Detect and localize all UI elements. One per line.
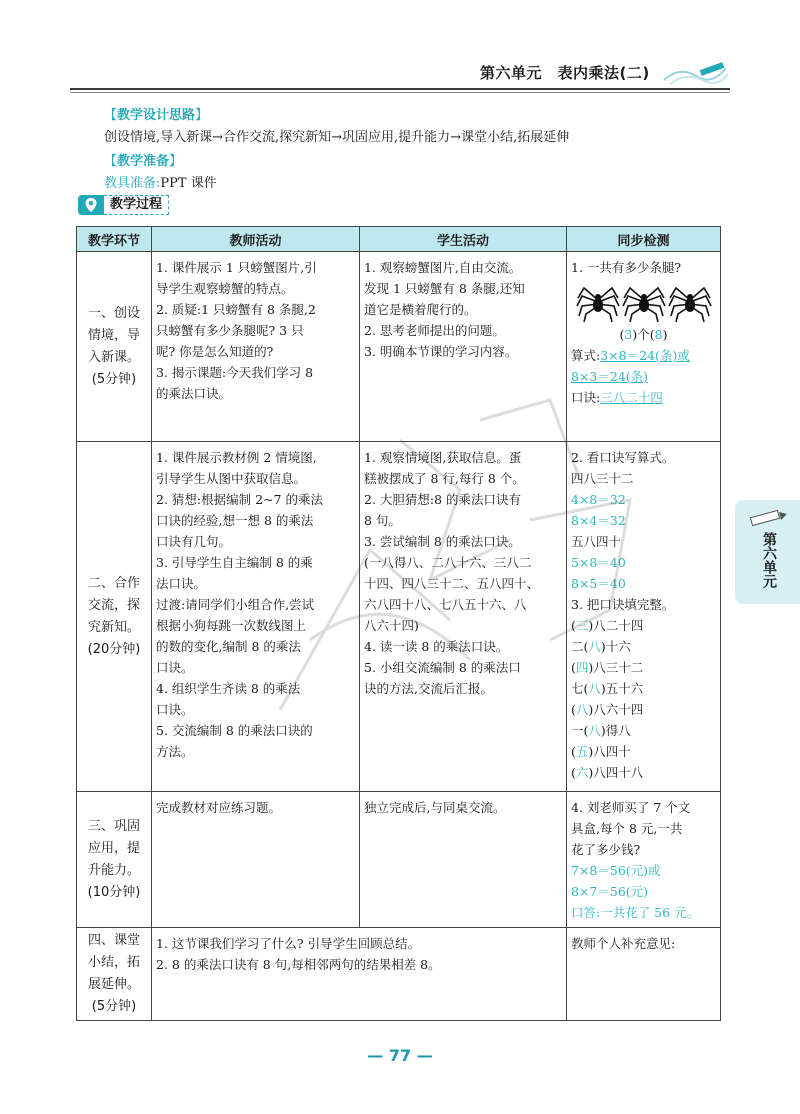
teacher-activity-cell: 1. 课件展示 1 只螃蟹图片,引 导学生观察螃蟹的特点。 2. 质疑:1 只螃蟹有 8 条腿,2 只螃蟹有多少条腿呢? 3 只 呢? 你是怎么知道的? 3. 揭示课题:今天我们学习 8 的乘法口诀。 xyxy=(152,252,360,442)
table-row xyxy=(77,252,721,442)
check-question: 1. 一共有多少条腿? xyxy=(571,260,682,275)
stage-cell: 一、创设 情境，导 入新课。 (5分钟) xyxy=(77,252,152,442)
stage-cell: 四、课堂 小结，拓 展延伸。 (5分钟) xyxy=(77,928,152,1021)
pencil-icon xyxy=(745,506,789,530)
spider-icon xyxy=(622,282,666,322)
teacher-note-cell: 教师个人补充意见: xyxy=(567,928,721,1021)
table-header-cell: 教师活动 xyxy=(152,227,360,252)
teaching-process-table xyxy=(76,226,721,1021)
student-activity-cell: 1. 观察情境图,获取信息。蛋 糕被摆成了 8 行,每行 8 个。 2. 大胆猜想:8 的乘法口诀有 8 句。 3. 尝试编制 8 的乘法口诀。 (一八得八、二八十六、三八二 十四、四八三十二、五八四十、 六八四十八、七八五十六、八 八六十四) 4. 读一读 8 的乘法口诀。 5. 小组交流编制 8 的乘法口 诀的方法,交流后汇报。 xyxy=(360,442,567,792)
chapter-side-tab xyxy=(735,500,800,604)
prep-line xyxy=(104,172,217,191)
sync-check-cell: 1. 一共有多少条腿? (3)个(8) 算式:3×8＝24(条)或 8×3＝24(条) 口诀:三八二十四 xyxy=(567,252,721,442)
check-count-answer: (3)个(8) xyxy=(619,327,668,342)
spider-images xyxy=(571,282,716,322)
table-header-cell: 同步检测 xyxy=(567,227,721,252)
teacher-activity-cell: 1. 课件展示教材例 2 情境图, 引导学生从图中获取信息。 2. 猜想:根据编制 2~7 的乘法 口诀的经验,想一想 8 的乘法 口诀有几句。 3. 引导学生自主编制 8 的乘 法口诀。 过渡:请同学们小组合作,尝试 根据小狗每跳一次数线图上 的数的变化,编制 8 的乘法 口诀。 4. 组织学生齐读 8 的乘法 口诀。 5. 交流编制 8 的乘法口诀的 方法。 xyxy=(152,442,360,792)
table-header-cell: 教学环节 xyxy=(77,227,152,252)
student-activity-cell: 1. 观察螃蟹图片,自由交流。 发现 1 只螃蟹有 8 条腿,还知 道它是横着爬行的。 2. 思考老师提出的问题。 3. 明确本节课的学习内容。 xyxy=(360,252,567,442)
table-row xyxy=(77,792,721,928)
prep-section-label: 【教学准备】 xyxy=(104,154,183,169)
design-text: 创设情境,导入新课→合作交流,探究新知→巩固应用,提升能力→课堂小结,拓展延伸 xyxy=(104,130,570,145)
student-activity-cell: 独立完成后,与同桌交流。 xyxy=(360,792,567,928)
table-row xyxy=(77,442,721,792)
location-pin-icon xyxy=(78,195,104,215)
spider-icon xyxy=(576,282,620,322)
table-row xyxy=(77,928,721,1021)
process-section-label: 教学过程 xyxy=(104,195,169,215)
header-rule xyxy=(70,88,730,90)
prep-tool-value: PPT 课件 xyxy=(160,176,217,191)
design-section-label: 【教学设计思路】 xyxy=(104,108,209,123)
sync-check-cell: 2. 看口诀写算式。 四八三十二 4×8＝32 8×4＝32 五八四十 5×8＝40 8×5＝40 3. 把口诀填完整。 (三)八二十四 二(八)十六 (四)八三十二 七(八)五十六 (八)八六十四 一(八)得八 (五)八四十 (六)八四十八 xyxy=(567,442,721,792)
page-number: — 77 — xyxy=(367,1046,433,1065)
teacher-activity-cell: 完成教材对应练习题。 xyxy=(152,792,360,928)
table-header-row xyxy=(77,227,721,252)
pencil-decoration-icon xyxy=(660,58,730,88)
stage-cell: 二、合作 交流，探 究新知。 (20分钟) xyxy=(77,442,152,792)
prep-tool-label: 教具准备: xyxy=(104,176,161,191)
process-section-tag xyxy=(78,195,169,215)
summary-cell: 1. 这节课我们学习了什么? 引导学生回顾总结。 2. 8 的乘法口诀有 8 句,每相邻两句的结果相差 8。 xyxy=(152,928,567,1021)
sync-check-cell: 4. 刘老师买了 7 个文 具盒,每个 8 元,一共 花了多少钱? 7×8＝56(元)或 8×7＝56(元) 口答:一共花了 56 元。 xyxy=(567,792,721,928)
side-tab-label: 第六单元 xyxy=(761,532,777,588)
header-rule-thin xyxy=(70,92,730,93)
spider-icon xyxy=(668,282,712,322)
stage-cell: 三、巩固 应用，提 升能力。 (10分钟) xyxy=(77,792,152,928)
table-header-cell: 学生活动 xyxy=(360,227,567,252)
page-header-title: 第六单元 表内乘法(二) xyxy=(480,64,650,82)
